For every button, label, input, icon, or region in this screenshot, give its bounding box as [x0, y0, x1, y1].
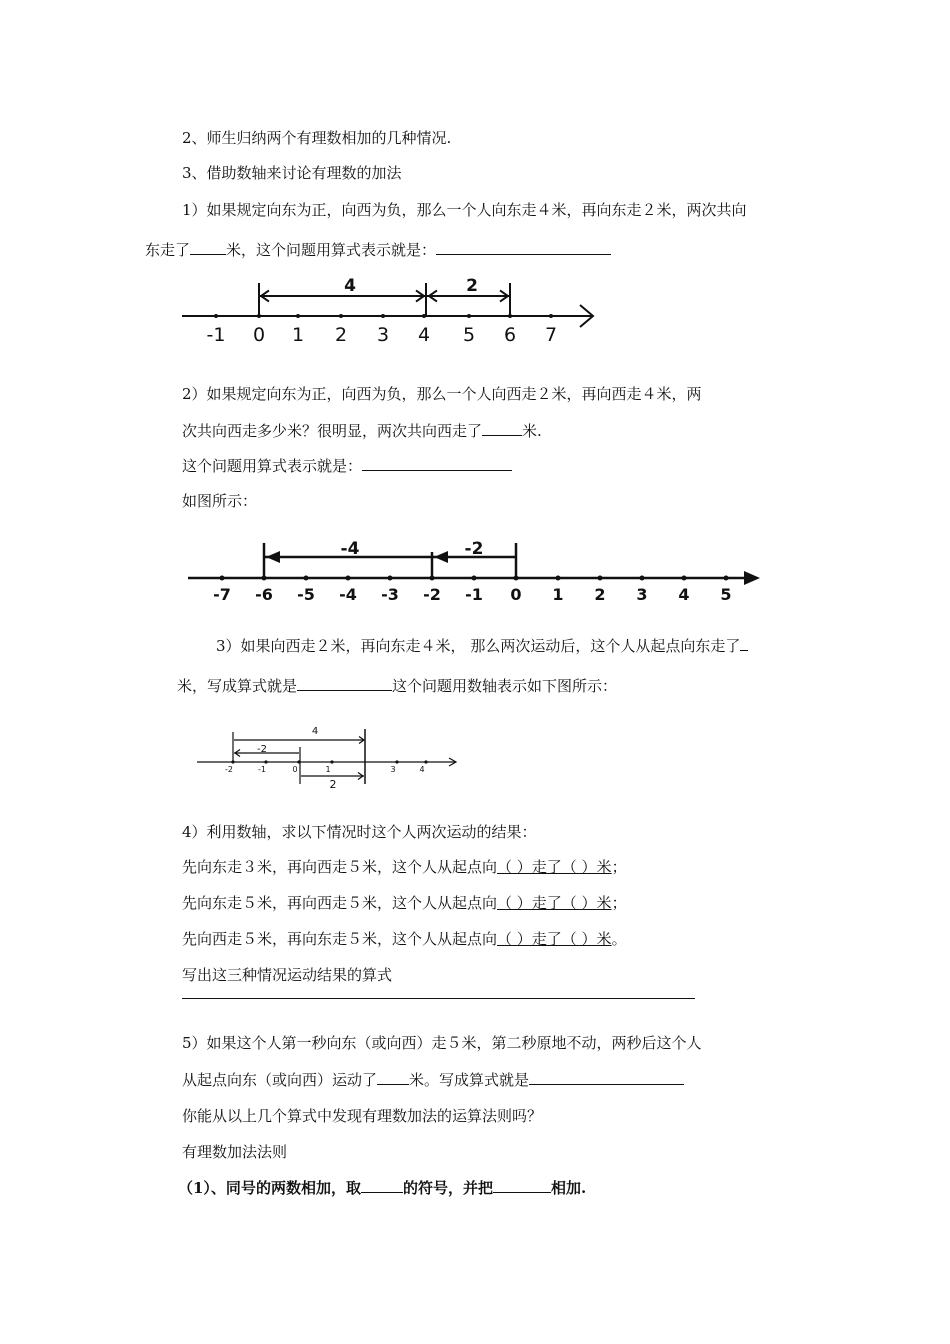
tick-mark	[330, 760, 333, 763]
span-label: 2	[466, 276, 478, 296]
answer-blank[interactable]	[436, 240, 611, 255]
tick-label: 3	[376, 324, 390, 346]
answer-blank[interactable]	[529, 1070, 684, 1085]
arrow-head	[416, 290, 424, 301]
axis-arrow	[449, 758, 456, 766]
tick-mark	[640, 576, 645, 581]
rule-1-text-a: （1）、同号的两数相加，取	[178, 1179, 361, 1197]
number-line-2-group	[188, 539, 760, 604]
case-3-blanks[interactable]: （ ）走了（ ）米	[497, 930, 612, 948]
arrow-head	[358, 773, 363, 780]
tick-label: 4	[419, 765, 425, 774]
tick-label: 7	[544, 324, 558, 346]
problem-2-text-c: 这个问题用算式表示就是：	[182, 457, 363, 475]
rule-1-text-b: 的符号，并把	[402, 1179, 493, 1197]
span-label: -2	[464, 539, 484, 559]
number-line-3-group	[197, 726, 456, 791]
case-1-blanks[interactable]: （ ）走了（ ）米	[497, 858, 612, 876]
span-label: 4	[344, 276, 356, 296]
tick-label: -3	[381, 585, 399, 604]
tick-label: 3	[390, 765, 396, 774]
problem-1-text-b: 米，这个问题用算式表示就是：	[226, 241, 437, 259]
tick-mark	[508, 314, 512, 318]
rule-heading: 有理数加法法则	[182, 1143, 288, 1161]
answer-blank[interactable]	[493, 1178, 551, 1193]
tick-mark	[262, 576, 267, 581]
axis-arrow	[580, 305, 593, 327]
tick-mark	[388, 576, 393, 581]
tick-mark	[304, 576, 309, 581]
answer-blank[interactable]	[740, 636, 748, 651]
problem-1-line-1: 1）如果规定向东为正，向西为负，那么一个人向东走４米，再向东走２米，两次共向	[182, 201, 747, 219]
problem-3-text-b: 米，写成算式就是	[177, 677, 298, 695]
case-3-punct: 。	[611, 930, 627, 948]
tick-label: 0	[252, 324, 266, 346]
tick-mark	[430, 576, 435, 581]
tick-mark	[214, 314, 218, 318]
tick-label: 2	[594, 585, 606, 604]
problem-2-line-4: 如图所示：	[182, 492, 258, 510]
tick-mark	[220, 576, 225, 581]
problem-2-text-b: 米.	[522, 422, 542, 440]
tick-mark	[296, 314, 300, 318]
item-3-heading: 3、借助数轴来讨论有理数的加法	[182, 164, 402, 182]
tick-mark	[549, 314, 553, 318]
tick-label: -6	[255, 585, 273, 604]
tick-label: 5	[462, 324, 476, 346]
item-2-line: 2、师生归纳两个有理数相加的几种情况.	[182, 129, 452, 147]
answer-blank[interactable]	[297, 676, 392, 691]
case-2-punct: ；	[611, 894, 627, 912]
tick-label: -1	[465, 585, 483, 604]
tick-mark	[724, 576, 729, 581]
case-1-punct: ；	[611, 858, 627, 876]
tick-mark	[381, 314, 385, 318]
tick-label: 0	[510, 585, 522, 604]
tick-label: 6	[503, 324, 517, 346]
tick-mark	[424, 760, 427, 763]
arrow-head	[261, 290, 269, 301]
tick-mark	[231, 760, 234, 763]
tick-label: 4	[417, 324, 431, 346]
span-label: 4	[311, 726, 319, 737]
problem-5-line-2	[182, 1070, 684, 1090]
problem-4-formula-prompt: 写出这三种情况运动结果的算式	[182, 966, 393, 984]
number-line-1-group	[182, 276, 593, 346]
problem-1-text-a: 东走了	[145, 241, 191, 259]
tick-mark	[514, 576, 519, 581]
tick-mark	[257, 314, 261, 318]
axis-arrow	[744, 571, 760, 585]
tick-label: 2	[334, 324, 348, 346]
problem-2-text-a: 次共向西走多少米？很明显，两次共向西走了	[182, 422, 483, 440]
problem-2-line-2	[182, 421, 542, 441]
answer-blank[interactable]	[362, 456, 512, 471]
tick-label: -1	[258, 765, 266, 774]
problem-3-text-a: 3）如果向西走２米，再向东走４米， 那么两次运动后，这个人从起点向东走了	[216, 637, 741, 655]
arrow-head	[500, 290, 508, 301]
tick-label: -4	[339, 585, 357, 604]
tick-mark	[422, 314, 426, 318]
span-label: -2	[257, 744, 267, 755]
tick-mark	[339, 314, 343, 318]
case-1-text: 先向东走３米，再向西走５米，这个人从起点向	[182, 858, 498, 876]
tick-label: -1	[206, 324, 226, 346]
problem-3-line-1	[216, 636, 748, 656]
problem-5-text-b: 米。写成算式就是	[409, 1071, 530, 1089]
case-3-text: 先向西走５米，再向东走５米，这个人从起点向	[182, 930, 498, 948]
answer-blank[interactable]	[377, 1070, 409, 1085]
tick-label: -2	[225, 765, 233, 774]
tick-mark	[395, 760, 398, 763]
tick-mark	[472, 576, 477, 581]
rule-1-text-c: 相加.	[550, 1179, 587, 1197]
problem-4-case-1	[182, 857, 627, 877]
tick-label: 0	[292, 765, 298, 774]
arrow-head	[266, 551, 280, 563]
problem-2-line-3	[182, 456, 512, 476]
tick-label: 5	[720, 585, 732, 604]
case-2-text: 先向东走５米，再向西走５米，这个人从起点向	[182, 894, 498, 912]
rule-1	[178, 1178, 586, 1198]
tick-mark	[556, 576, 561, 581]
tick-mark	[467, 314, 471, 318]
tick-mark	[682, 576, 687, 581]
problem-4-case-2	[182, 893, 627, 913]
tick-mark	[264, 760, 267, 763]
problem-3-text-c: 这个问题用数轴表示如下图所示：	[392, 677, 618, 695]
problem-4-case-3	[182, 929, 627, 949]
arrow-head	[235, 750, 240, 757]
arrow-head	[359, 737, 364, 744]
question-line: 你能从以上几个算式中发现有理数加法的运算法则吗？	[182, 1107, 543, 1125]
answer-blank[interactable]	[361, 1178, 403, 1193]
answer-blank[interactable]	[190, 240, 226, 255]
tick-label: -2	[423, 585, 441, 604]
tick-label: 3	[636, 585, 648, 604]
arrow-head	[434, 551, 448, 563]
tick-mark	[297, 760, 300, 763]
tick-label: 4	[678, 585, 690, 604]
problem-5-line-1: 5）如果这个人第一秒向东（或向西）走５米，第二秒原地不动，两秒后这个人	[182, 1034, 702, 1052]
problem-5-text-a: 从起点向东（或向西）运动了	[182, 1071, 378, 1089]
problem-4-heading: 4）利用数轴，求以下情况时这个人两次运动的结果：	[182, 823, 537, 841]
case-2-blanks[interactable]: （ ）走了（ ）米	[497, 894, 612, 912]
problem-2-line-1: 2）如果规定向东为正，向西为负，那么一个人向西走２米，再向西走４米，两	[182, 385, 702, 403]
tick-label: -7	[213, 585, 231, 604]
tick-label: 1	[291, 324, 305, 346]
problem-3-line-2	[177, 676, 617, 696]
answer-line[interactable]	[182, 998, 695, 999]
tick-mark	[346, 576, 351, 581]
span-label: -4	[340, 539, 360, 559]
tick-label: -5	[297, 585, 315, 604]
tick-label: 1	[552, 585, 564, 604]
arrow-head	[429, 290, 437, 301]
tick-label: 1	[325, 765, 331, 774]
span-label: 2	[329, 778, 337, 791]
problem-1-line-2	[145, 240, 611, 260]
tick-mark	[598, 576, 603, 581]
answer-blank[interactable]	[482, 421, 522, 436]
